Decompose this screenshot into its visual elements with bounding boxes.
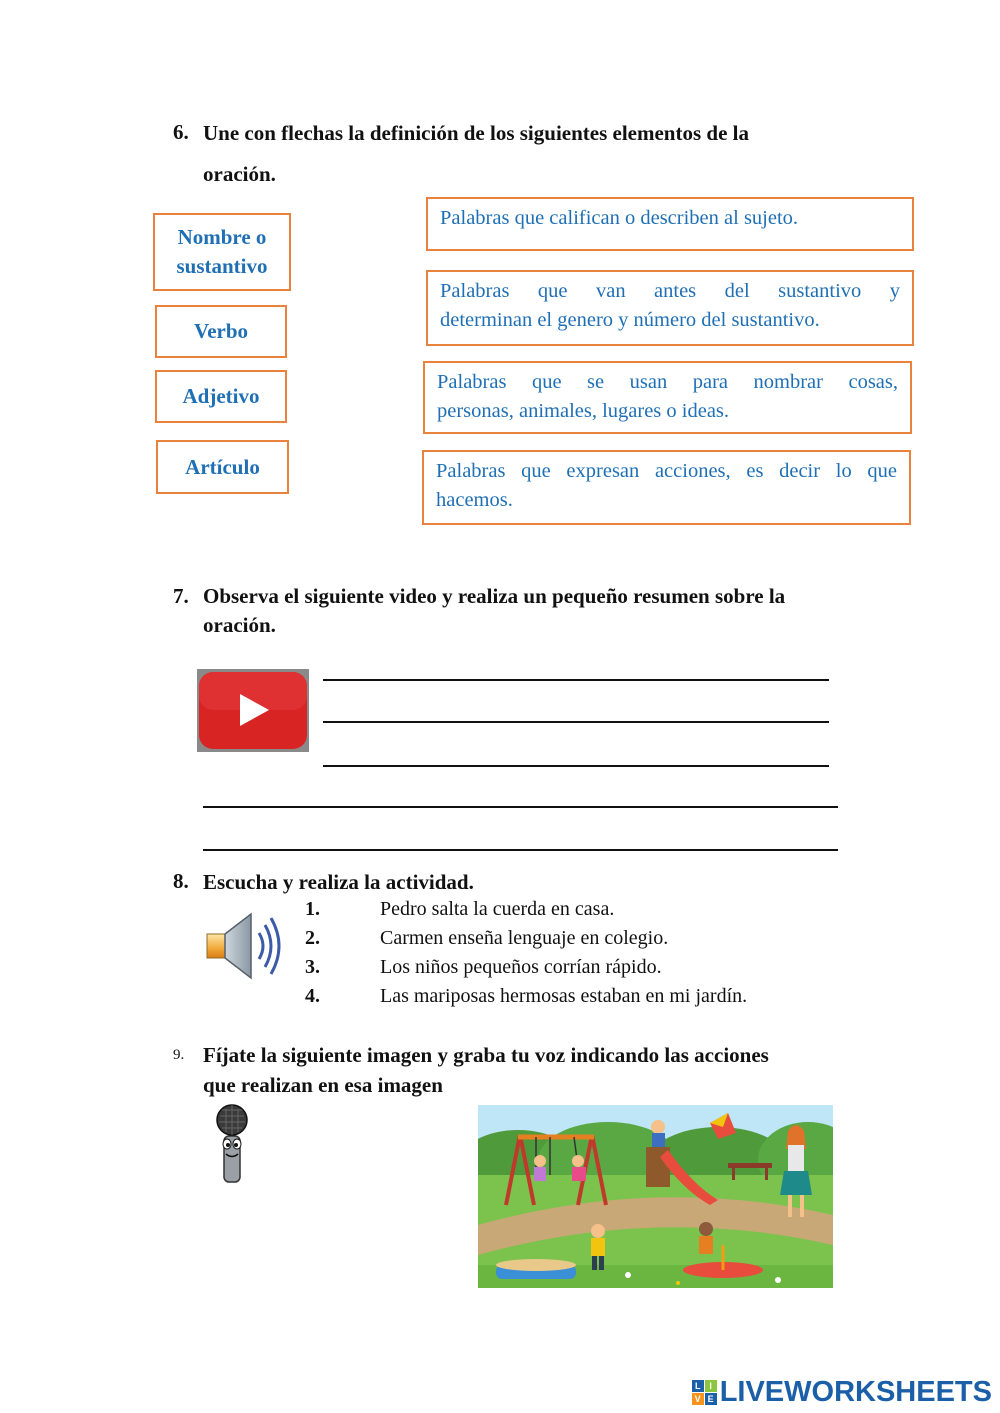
q7-number: 7. bbox=[173, 584, 189, 608]
answer-line[interactable] bbox=[203, 849, 838, 851]
q6-prompt-line2: oración. bbox=[203, 162, 276, 186]
q6-prompt bbox=[203, 118, 843, 189]
q7-prompt bbox=[203, 582, 883, 640]
logo-grid-icon: L I V E bbox=[692, 1380, 717, 1405]
definition-text: hacemos. bbox=[436, 489, 513, 511]
microphone-icon[interactable] bbox=[214, 1102, 250, 1184]
q8-prompt: Escucha y realiza la actividad. bbox=[203, 870, 474, 894]
term-label: Artículo bbox=[185, 454, 260, 479]
term-label: sustantivo bbox=[176, 254, 268, 278]
q8-number: 8. bbox=[173, 869, 189, 893]
q6-prompt-line1: Une con flechas la definición de los siguientes elementos de la bbox=[203, 121, 749, 145]
q7-prompt-line1: Observa el siguiente video y realiza un pequeño resumen sobre la bbox=[203, 584, 786, 608]
term-adjetivo[interactable] bbox=[155, 370, 287, 423]
definition-box-4[interactable] bbox=[422, 450, 911, 525]
youtube-play-icon[interactable] bbox=[197, 669, 309, 752]
q9-prompt bbox=[203, 1040, 883, 1100]
term-nombre-sustantivo[interactable] bbox=[153, 213, 291, 291]
definition-text: Palabras que califican o describen al sujeto. bbox=[440, 207, 799, 229]
definition-text: Palabras que expresan acciones, es decir lo que bbox=[436, 460, 897, 482]
definition-text: Palabras que se usan para nombrar cosas, bbox=[437, 371, 898, 393]
term-articulo[interactable] bbox=[156, 440, 289, 494]
list-item-number: 2. bbox=[305, 927, 320, 949]
answer-line[interactable] bbox=[323, 765, 829, 767]
brand-text: LIVEWORKSHEETS bbox=[719, 1376, 992, 1408]
definition-text: personas, animales, lugares o ideas. bbox=[437, 400, 730, 422]
definition-text: determinan el genero y número del sustantivo. bbox=[440, 309, 820, 331]
list-item: Carmen enseña lenguaje en colegio. bbox=[380, 927, 669, 949]
answer-line[interactable] bbox=[323, 721, 829, 723]
definition-box-2[interactable] bbox=[426, 270, 914, 346]
answer-line[interactable] bbox=[323, 679, 829, 681]
q6-number: 6. bbox=[173, 120, 189, 144]
list-item-number: 3. bbox=[305, 956, 320, 978]
term-label: Adjetivo bbox=[182, 384, 260, 408]
list-item: Las mariposas hermosas estaban en mi jardín. bbox=[380, 985, 748, 1007]
liveworksheets-logo bbox=[692, 1376, 992, 1409]
q7-prompt-line2: oración. bbox=[203, 613, 276, 637]
list-item-number: 4. bbox=[305, 985, 320, 1007]
list-item: Los niños pequeños corrían rápido. bbox=[380, 956, 662, 978]
speaker-icon[interactable] bbox=[203, 909, 285, 983]
term-verbo[interactable] bbox=[155, 305, 287, 358]
playground-illustration bbox=[478, 1105, 833, 1288]
q9-number: 9. bbox=[173, 1047, 185, 1063]
answer-line[interactable] bbox=[203, 806, 838, 808]
term-label: Verbo bbox=[193, 319, 249, 343]
definition-box-3[interactable] bbox=[423, 361, 912, 434]
list-item-number: 1. bbox=[305, 898, 320, 920]
q9-prompt-line1: Fíjate la siguiente imagen y graba tu voz indicando las acciones bbox=[203, 1043, 769, 1067]
definition-box-1[interactable] bbox=[426, 197, 914, 251]
q9-prompt-line2: que realizan en esa imagen bbox=[203, 1073, 443, 1097]
term-label: Nombre o bbox=[177, 225, 267, 249]
definition-text: Palabras que van antes del sustantivo y bbox=[440, 280, 900, 302]
list-item: Pedro salta la cuerda en casa. bbox=[380, 898, 615, 920]
